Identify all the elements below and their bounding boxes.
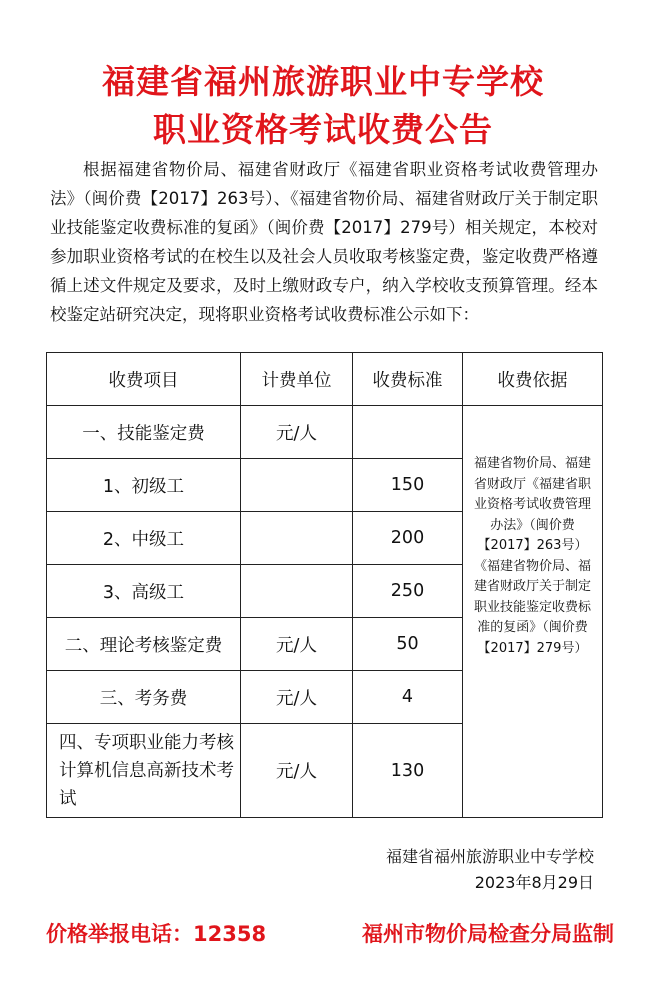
price-hotline: 价格举报电话：12358 (46, 922, 267, 946)
row-item: 二、理论考核鉴定费 (47, 618, 241, 671)
footer-date: 2023年8月29日 (474, 873, 594, 892)
row-unit: 元/人 (241, 671, 353, 724)
row-fee: 50 (353, 618, 463, 671)
table-row (47, 406, 603, 459)
row-unit: 元/人 (241, 406, 353, 459)
row-unit (241, 459, 353, 512)
row-fee: 4 (353, 671, 463, 724)
row-fee: 250 (353, 565, 463, 618)
row-fee: 130 (353, 724, 463, 818)
supervisor-note: 福州市物价局检查分局监制 (362, 922, 614, 946)
row-fee (353, 406, 463, 459)
header-fee: 收费标准 (353, 353, 463, 406)
header-basis: 收费依据 (463, 353, 603, 406)
row-item: 3、高级工 (47, 565, 241, 618)
row-unit (241, 512, 353, 565)
table-header-row (47, 353, 603, 406)
school-title: 福建省福州旅游职业中专学校 (102, 62, 544, 101)
row-fee: 200 (353, 512, 463, 565)
row-item: 2、中级工 (47, 512, 241, 565)
row-item: 四、专项职业能力考核计算机信息高新技术考试 (47, 724, 241, 818)
intro-paragraph: 根据福建省物价局、福建省财政厅《福建省职业资格考试收费管理办法》（闽价费【2017】263号）、《福建省物价局、福建省财政厅关于制定职业技能鉴定收费标准的复函》（闽价费【2017】279号）相关规定，本校对参加职业资格考试的在校生以及社会人员收取考核鉴定费，鉴定收费严格遵循上述文件规定及要求，及时上缴财政专户，纳入学校收支预算管理。经本校鉴定站研究决定，现将职业资格考试收费标准公示如下： (50, 160, 598, 324)
row-unit: 元/人 (241, 618, 353, 671)
footer-organization: 福建省福州旅游职业中专学校 (385, 847, 594, 866)
row-unit: 元/人 (241, 724, 353, 818)
row-fee: 150 (353, 459, 463, 512)
row-item: 三、考务费 (47, 671, 241, 724)
row-item: 一、技能鉴定费 (47, 406, 241, 459)
basis-cell: 福建省物价局、福建省财政厅《福建省职业资格考试收费管理办法》（闽价费【2017】263号）《福建省物价局、福建省财政厅关于制定职业技能鉴定收费标准的复函》（闽价费【2017】279号） (463, 406, 603, 818)
fee-table (46, 352, 603, 818)
row-item: 1、初级工 (47, 459, 241, 512)
row-unit (241, 565, 353, 618)
header-item: 收费项目 (47, 353, 241, 406)
header-unit: 计费单位 (241, 353, 353, 406)
notice-title: 职业资格考试收费公告 (153, 110, 493, 149)
